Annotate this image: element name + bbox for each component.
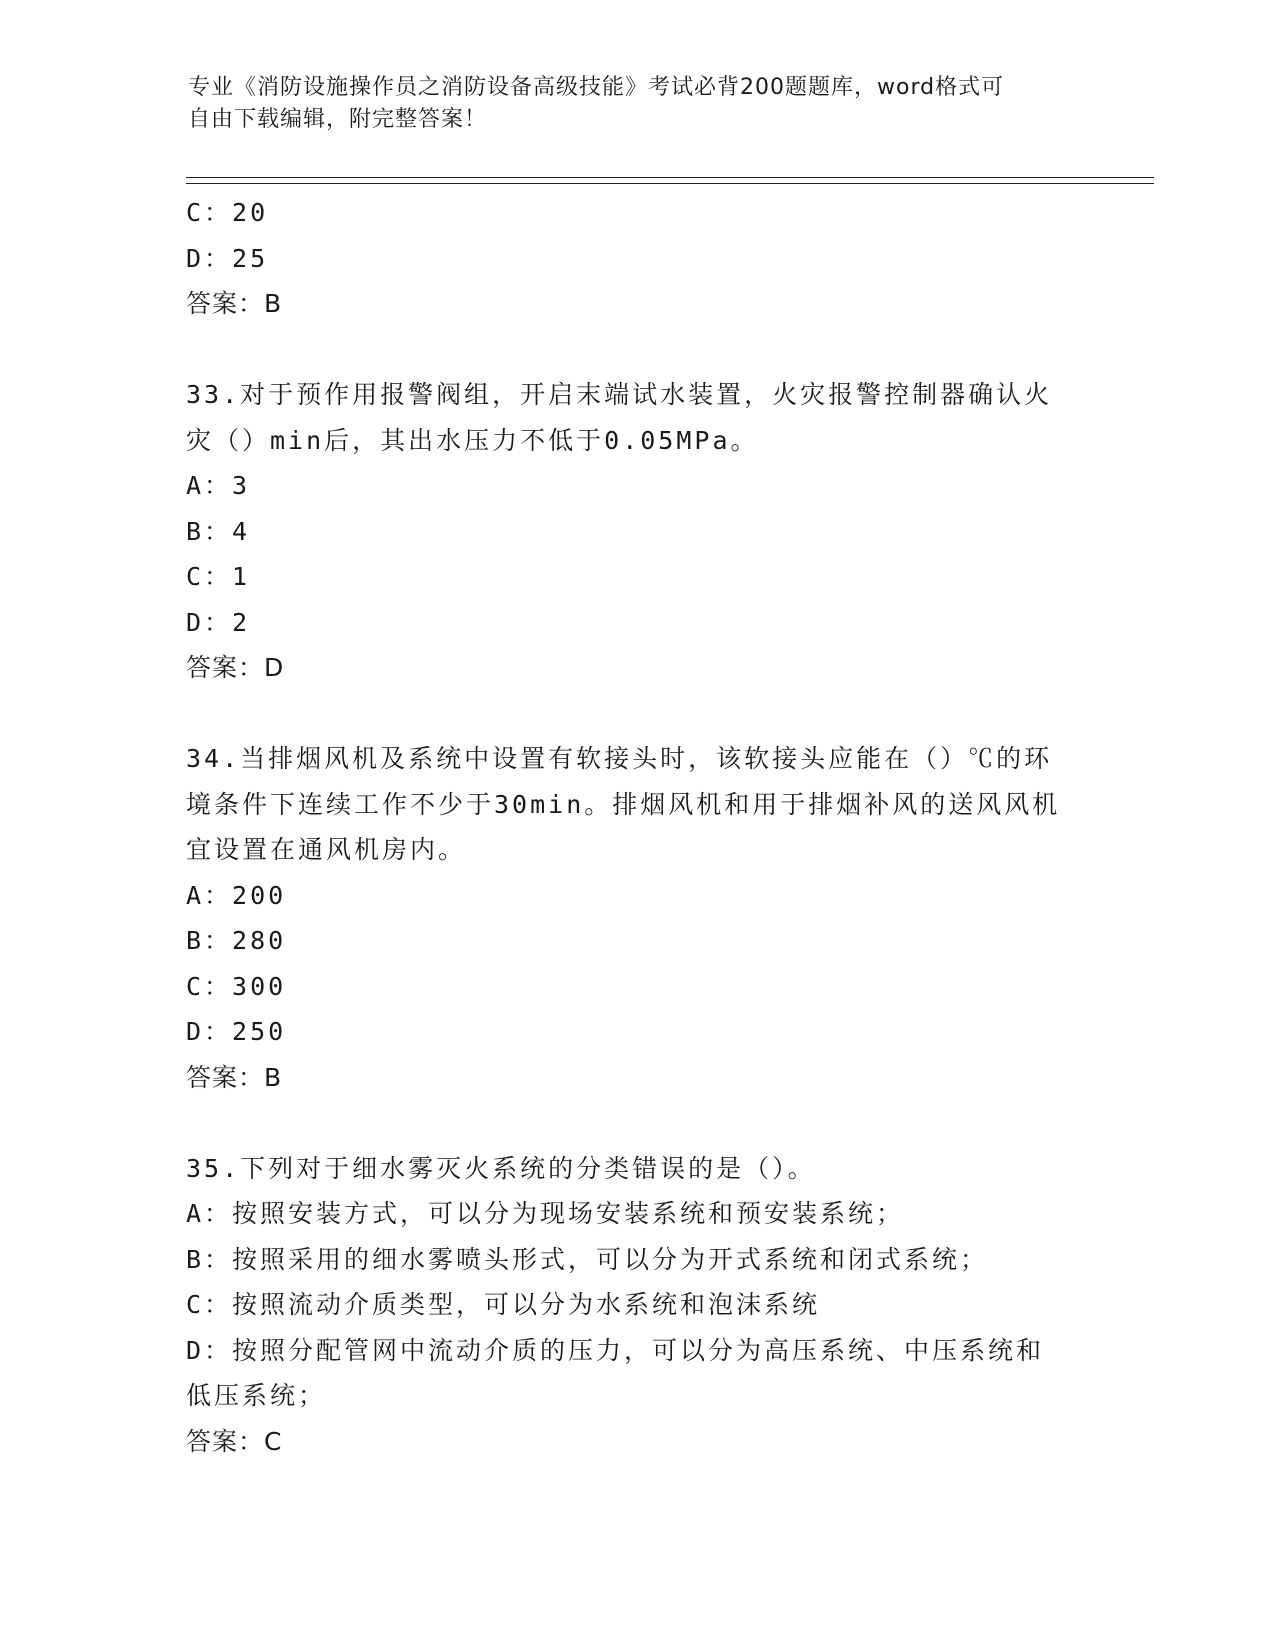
option-a: A：200	[186, 880, 287, 910]
option-d: D：25	[186, 243, 269, 273]
document-header	[188, 72, 1068, 136]
question-list	[186, 190, 1086, 1464]
option-b: B：4	[186, 516, 251, 546]
question-text-line: 灾（）min后，其出水压力不低于0.05MPa。	[186, 425, 759, 455]
answer-line: 答案：D	[186, 653, 285, 682]
option-d: D：按照分配管网中流动介质的压力，可以分为高压系统、中压系统和	[186, 1335, 1045, 1365]
header-divider-top	[186, 177, 1154, 178]
header-title-line-1: 专业《消防设施操作员之消防设备高级技能》考试必背200题题库，word格式可	[188, 75, 1005, 100]
option-c: C：300	[186, 971, 287, 1001]
option-c: C：1	[186, 562, 251, 591]
spacer	[186, 1100, 1086, 1146]
option-d: D：2	[186, 607, 251, 637]
option-b: B：280	[186, 926, 287, 955]
header-divider-bottom	[186, 183, 1154, 184]
question-text-line: 35.下列对于细水雾灭火系统的分类错误的是（）。	[186, 1153, 816, 1183]
answer-line: 答案：B	[186, 1062, 283, 1092]
spacer	[186, 691, 1086, 737]
question-text	[186, 736, 1076, 873]
header-title-line-2: 自由下载编辑，附完整答案！	[188, 107, 488, 132]
question-text-line: 34.当排烟风机及系统中设置有软接头时，该软接头应能在（）℃的环	[186, 744, 1053, 773]
spacer	[186, 327, 1086, 373]
question-text-line: 宜设置在通风机房内。	[186, 835, 467, 864]
option-c: C：按照流动介质类型，可以分为水系统和泡沫系统	[186, 1290, 821, 1319]
option-b: B：按照采用的细水雾喷头形式，可以分为开式系统和闭式系统；	[186, 1244, 989, 1274]
question-33	[186, 372, 1086, 691]
question-text-line: 33.对于预作用报警阀组，开启末端试水装置，火灾报警控制器确认火	[186, 380, 1053, 409]
question-35	[186, 1146, 1086, 1465]
question-text	[186, 1146, 1076, 1192]
question-text	[186, 372, 1076, 463]
question-34	[186, 736, 1086, 1100]
option-d: D：250	[186, 1017, 287, 1046]
option-a: A：按照安装方式，可以分为现场安装系统和预安装系统；	[186, 1199, 905, 1228]
answer-line: 答案：B	[186, 289, 283, 318]
question-text-line: 境条件下连续工作不少于30min。排烟风机和用于排烟补风的送风风机	[186, 789, 1061, 819]
option-a: A：3	[186, 471, 251, 500]
previous-question-tail	[186, 190, 1086, 327]
option-c: C：20	[186, 198, 269, 227]
option-d-continued: 低压系统；	[186, 1381, 327, 1410]
answer-line: 答案：C	[186, 1426, 283, 1456]
